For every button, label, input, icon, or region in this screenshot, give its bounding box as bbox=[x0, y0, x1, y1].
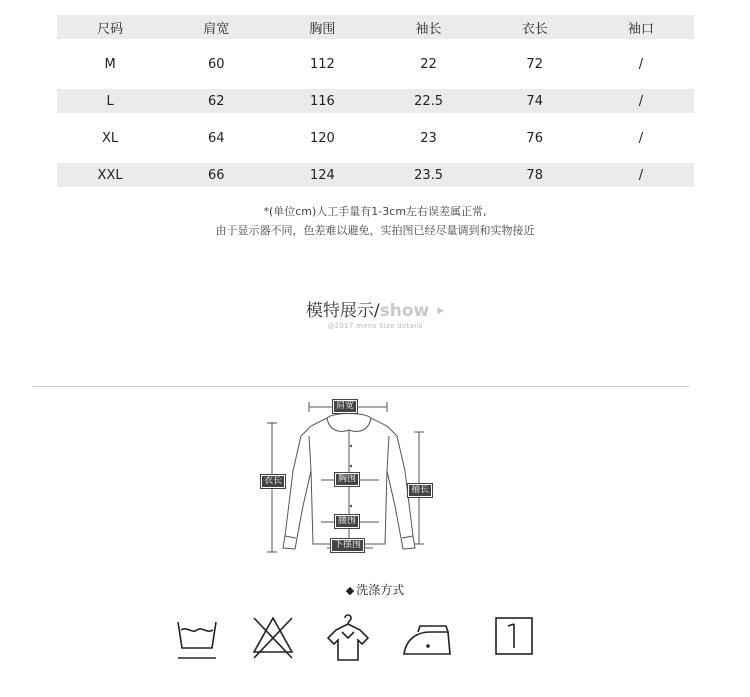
washing-title-text: 洗涤方式 bbox=[356, 583, 405, 597]
hang-dry-icon bbox=[323, 612, 373, 664]
model-show-subtitle: @2017 mens Size details bbox=[327, 322, 423, 330]
shirt-size-diagram bbox=[255, 396, 445, 560]
care-icons bbox=[168, 612, 548, 667]
chest-label: 胸围 bbox=[335, 473, 359, 486]
table-cell: 112 bbox=[309, 56, 335, 72]
header-shoulder: 肩宽 bbox=[163, 15, 269, 39]
play-arrow-icon: ▶ bbox=[437, 306, 445, 316]
drip-dry-icon bbox=[490, 612, 538, 664]
size-table bbox=[57, 15, 694, 187]
table-cell: 76 bbox=[526, 130, 543, 146]
table-cell: 22.5 bbox=[375, 89, 481, 113]
diamond-bullet-icon: ◆ bbox=[345, 584, 355, 597]
table-cell: 23 bbox=[420, 130, 437, 146]
table-cell: M bbox=[104, 56, 116, 72]
table-cell: 23.5 bbox=[375, 163, 481, 187]
table-cell: / bbox=[588, 163, 694, 187]
table-cell: L bbox=[57, 89, 163, 113]
section-divider bbox=[33, 386, 689, 387]
model-show-title-en: show bbox=[379, 301, 430, 321]
header-chest: 胸围 bbox=[269, 15, 375, 39]
waist-label: 腰围 bbox=[335, 515, 359, 528]
shoulder-label: 肩宽 bbox=[333, 400, 357, 413]
table-row bbox=[57, 89, 694, 113]
table-row bbox=[57, 39, 694, 89]
table-cell: XXL bbox=[57, 163, 163, 187]
table-cell: 120 bbox=[309, 130, 335, 146]
table-cell: 124 bbox=[269, 163, 375, 187]
hem-label: 下摆围 bbox=[331, 539, 364, 552]
header-cuff: 袖口 bbox=[588, 15, 694, 39]
header-length: 衣长 bbox=[482, 15, 588, 39]
table-cell: / bbox=[638, 56, 644, 72]
table-cell: 60 bbox=[207, 56, 225, 72]
table-cell: XL bbox=[102, 130, 119, 146]
header-size: 尺码 bbox=[57, 15, 163, 39]
table-cell: 78 bbox=[482, 163, 588, 187]
table-cell: 64 bbox=[207, 130, 225, 146]
table-cell: 72 bbox=[526, 56, 543, 72]
table-cell: / bbox=[638, 130, 644, 146]
model-show-title bbox=[0, 296, 750, 321]
no-bleach-icon bbox=[248, 612, 298, 664]
model-show-title-cn: 模特展示/ bbox=[305, 301, 380, 321]
wash-tub-icon bbox=[172, 612, 222, 664]
table-cell: 62 bbox=[163, 89, 269, 113]
iron-icon bbox=[400, 612, 456, 664]
header-sleeve: 袖长 bbox=[375, 15, 481, 39]
length-label: 衣长 bbox=[261, 475, 285, 488]
washing-title bbox=[0, 581, 750, 598]
table-row bbox=[57, 113, 694, 163]
table-cell: / bbox=[588, 89, 694, 113]
table-row bbox=[57, 163, 694, 187]
table-cell: 116 bbox=[269, 89, 375, 113]
measurement-note: *(单位cm)人工手量有1-3cm左右误差属正常, bbox=[263, 205, 487, 218]
color-note: 由于显示器不同，色差难以避免，实拍图已经尽量调到和实物接近 bbox=[215, 224, 535, 237]
sleeve-label: 袖长 bbox=[408, 484, 432, 497]
table-cell: 74 bbox=[482, 89, 588, 113]
table-cell: 66 bbox=[163, 163, 269, 187]
table-cell: 22 bbox=[420, 56, 437, 72]
size-table-header bbox=[57, 15, 694, 39]
